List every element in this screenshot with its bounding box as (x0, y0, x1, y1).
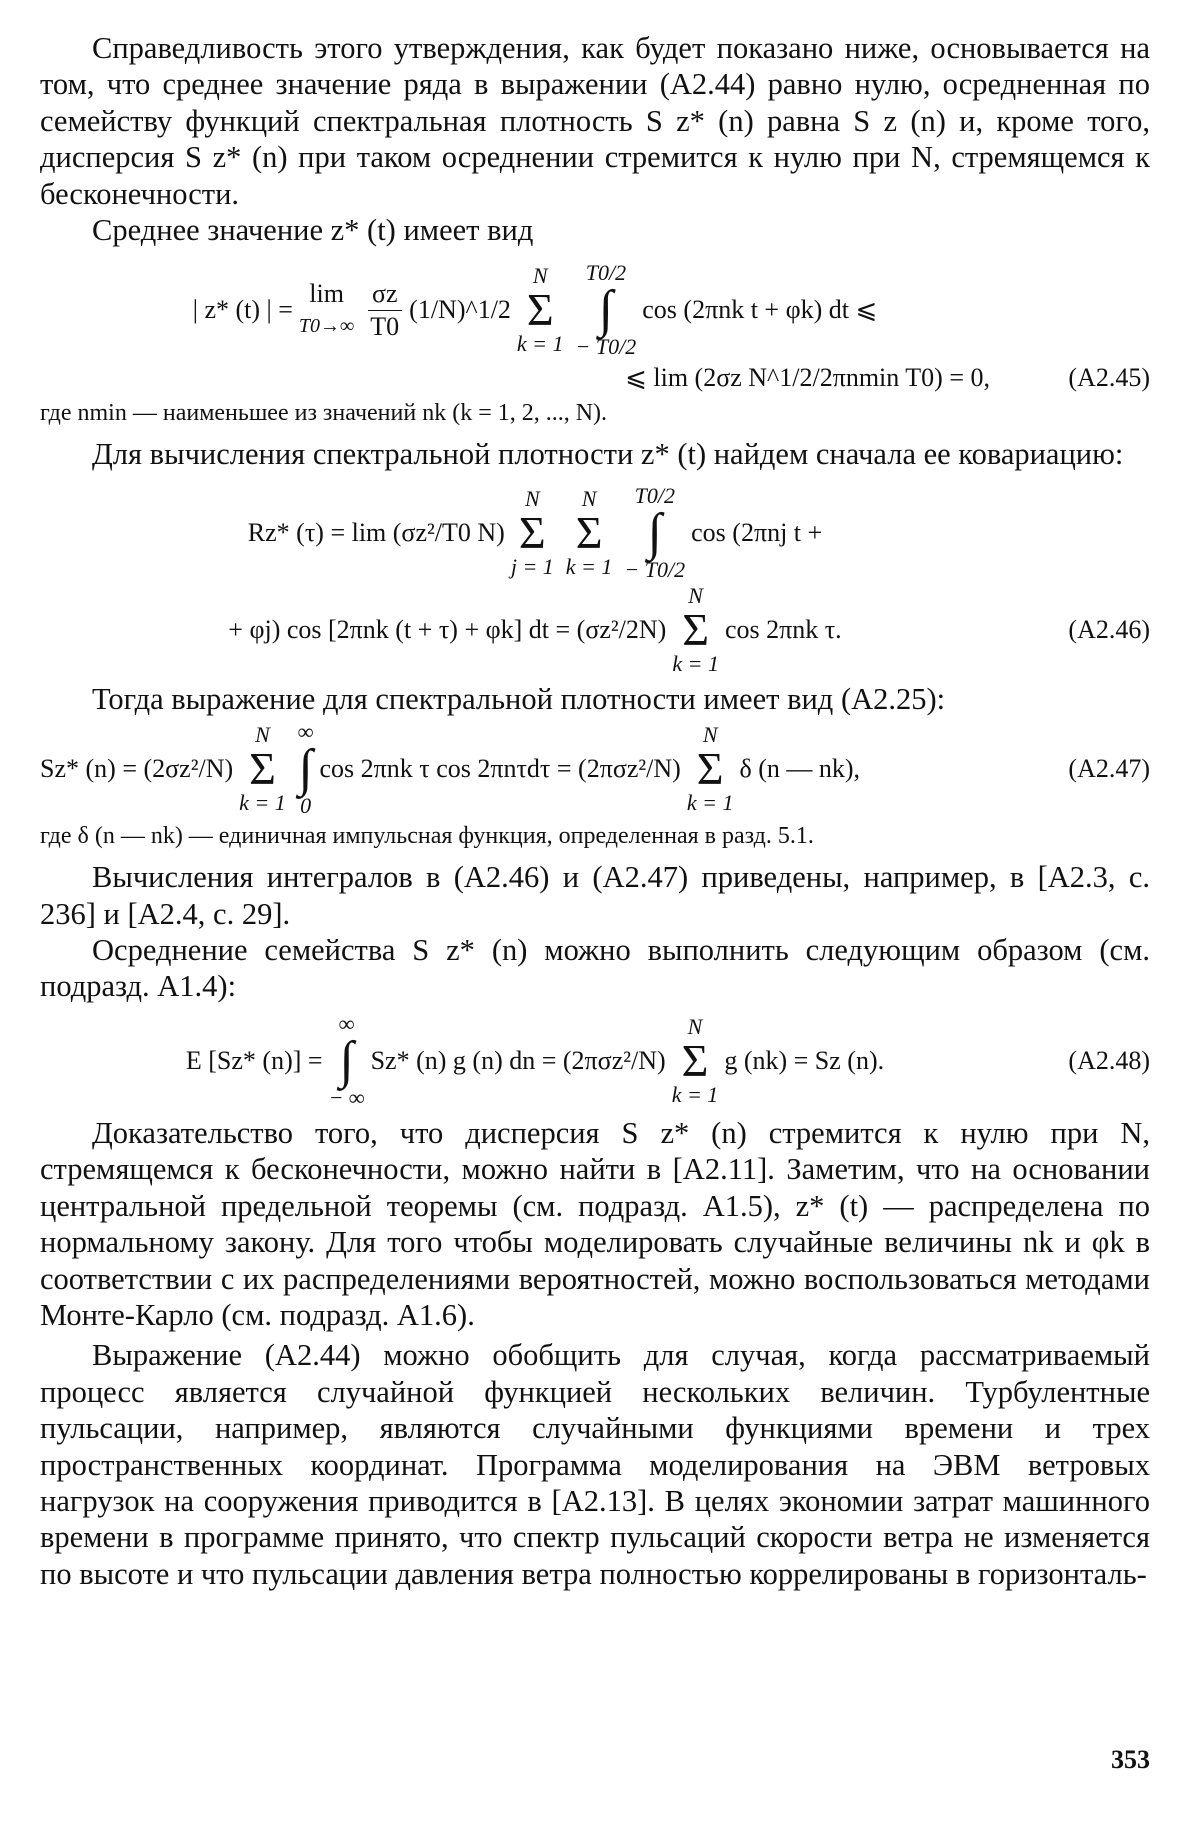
eq48-lhs: E [Sz* (n)] = (185, 1045, 323, 1075)
eq47-integral: ∞ ∫ 0 (297, 719, 314, 819)
paragraph-1: Справедливость этого утверждения, как будет показано ниже, основывается на том, что среднее значение ряда в выражении (А2.44) равно нулю, осредненная по семейству функций спектральная плотность S z* (n) равна S z (n) и, кроме того, дисперсия S z* (n) при таком осреднении стремится к нулю при N, стремящемся к бесконечности. (40, 31, 1150, 211)
eq45-fraction: $\frac{\sigma z}{T0}$ (366, 278, 403, 343)
eq45-sum: N Σ k = 1 (516, 263, 564, 357)
equation-a2-46-line1 (40, 482, 1150, 582)
paragraph-7: Вычисления интегралов в (А2.46) и (А2.47) приведены, например, в [А2.3, с. 236] и [А2.4, с. 29]. (40, 860, 1150, 931)
eq46-integral: T0/2 ∫ − T0/2 (624, 482, 686, 582)
eq46b-sum: N Σ k = 1 (672, 582, 719, 676)
paragraph-8: Осреднение семейства S z* (n) можно выполнить следующим образом (см. подразд. А1.4): (40, 933, 1150, 1004)
eq45-lim: lim T0→∞ (298, 279, 355, 338)
equation-a2-45-line2 (40, 362, 1150, 394)
eq46b-body: + φj) cos [2πnk (t + τ) + φk] dt = (σz²/2N) (228, 614, 667, 644)
eq48-integral: ∞ ∫ − ∞ (328, 1010, 365, 1110)
eq46-lhs: Rz* (τ) = lim (σz²/T0 N) (247, 517, 505, 547)
eq46-sum-j: N Σ j = 1 (510, 485, 554, 579)
paragraph-4: Для вычисления спектральной плотности z* (t) найдем сначала ее ковариацию: (92, 437, 1124, 472)
paragraph-9: Доказательство того, что дисперсия S z* (n) стремится к нулю при N, стремящемся к бесконечности, можно найти в [А2.11]. Заметим, что на основании центральной предельной теоремы (см. подразд. А1.5), z* (t) — распределена по нормальному закону. Для того чтобы моделировать случайные величины nk и φk в соответствии с их распределениями вероятностей, можно воспользоваться методами Монте-Карло (см. подразд. А1.6). (40, 1115, 1150, 1332)
eq47-tail: δ (n — nk), (739, 754, 861, 784)
paragraph-3: где nmin — наименьшее из значений nk (k = 1, 2, ..., N). (40, 400, 608, 427)
paragraph-6: где δ (n — nk) — единичная импульсная функция, определенная в разд. 5.1. (40, 823, 814, 850)
eq45b-body: ⩽ lim (2σz N^1/2/2πnmin T0) = 0, (625, 363, 990, 393)
eq45-tail: cos (2πnk t + φk) dt ⩽ (642, 295, 878, 325)
equation-a2-48 (40, 1010, 1150, 1110)
eq48-number: (А2.48) (1068, 1045, 1150, 1075)
eq47-mid: cos 2πnk τ cos 2πnτdτ = (2πσz²/N) (319, 754, 681, 784)
paragraph-10: Выражение (А2.44) можно обобщить для случая, когда рассматриваемый процесс является случайной функцией нескольких величин. Турбулентные пульсации, например, являются случайными функциями времени и трех пространственных координат. Программа моделирования на ЭВМ ветровых нагрузок на сооружения приводится в [А2.13]. В целях экономии затрат машинного времени в программе принято, что спектр пульсаций скорости ветра не изменяется по высоте и что пульсации давления ветра полностью коррелированы в горизонталь- (40, 1338, 1150, 1591)
equation-a2-47 (40, 721, 1150, 817)
eq45-lhs: | z* (t) | = (192, 295, 293, 325)
eq47-sum2: N Σ k = 1 (686, 722, 734, 816)
paragraph-2: Среднее значение z* (t) имеет вид (92, 213, 534, 248)
eq48-tail: g (nk) = Sz (n). (724, 1045, 885, 1075)
eq48-mid: Sz* (n) g (n) dn = (2πσz²/N) (370, 1045, 666, 1075)
eq45-integral: T0/2 ∫ − T0/2 (575, 260, 637, 360)
paragraph-5: Тогда выражение для спектральной плотности имеет вид (А2.25): (92, 681, 946, 716)
eq47-number: (А2.47) (1068, 754, 1150, 784)
eq45-mid: (1/N)^1/2 (409, 295, 511, 325)
eq45-number: (А2.45) (1068, 363, 1150, 393)
eq46b-tail: cos 2πnk τ. (724, 614, 842, 644)
eq46-sum-k: N Σ k = 1 (565, 485, 613, 579)
equation-a2-45-line1 (40, 262, 1150, 358)
eq48-sum: N Σ k = 1 (671, 1013, 719, 1107)
eq46-number: (А2.46) (1068, 614, 1150, 644)
eq46-tail: cos (2πnj t + (691, 517, 823, 547)
page-number: 353 (1111, 1745, 1150, 1774)
eq47-sum1: N Σ k = 1 (239, 722, 286, 816)
equation-a2-46-line2 (40, 582, 1150, 676)
eq47-lhs: Sz* (n) = (2σz²/N) (40, 754, 234, 784)
